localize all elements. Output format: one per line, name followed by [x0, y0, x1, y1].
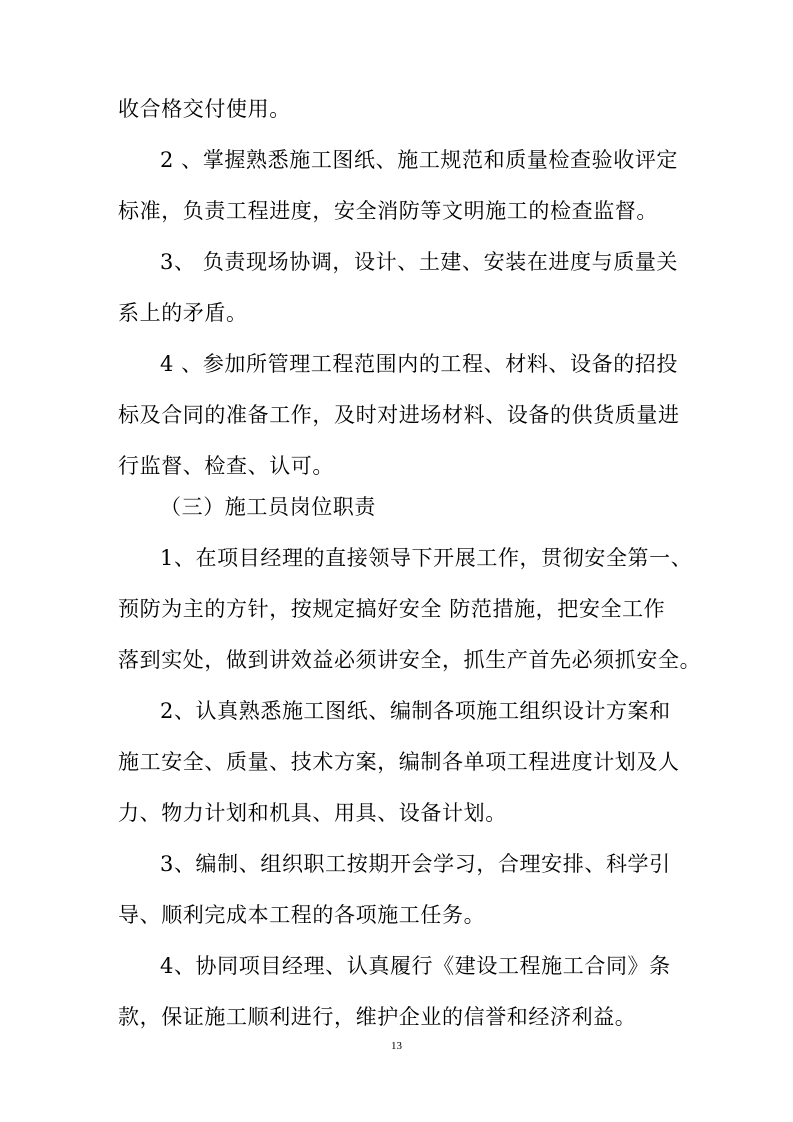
text-line: 3、 负责现场协调，设计、土建、安装在进度与质量关	[160, 250, 679, 274]
text-line: 标及合同的准备工作，及时对进场材料、设备的供货质量进	[118, 403, 680, 427]
text-line: 系上的矛盾。	[118, 301, 248, 325]
text-line: 施工安全、质量、技术方案，编制各单项工程进度计划及人	[118, 750, 680, 774]
text-line: 2 、掌握熟悉施工图纸、施工规范和质量检查验收评定	[160, 148, 679, 172]
text-line: 收合格交付使用。	[118, 97, 291, 121]
text-line: 力、物力计划和机具、用具、设备计划。	[118, 801, 507, 825]
text-line: 落到实处，做到讲效益必须讲安全，抓生产首先必须抓安全。	[118, 648, 702, 672]
text-line: 行监督、检查、认可。	[118, 454, 334, 478]
text-line: 导、顺利完成本工程的各项施工任务。	[118, 903, 486, 927]
text-line: 4、协同项目经理、认真履行《建设工程施工合同》条	[160, 954, 671, 978]
text-line: 2、认真熟悉施工图纸、编制各项施工组织设计方案和	[160, 699, 671, 723]
page-number: 13	[391, 1040, 402, 1052]
text-line: 4 、参加所管理工程范围内的工程、材料、设备的招投	[160, 352, 679, 376]
section-heading: （三）施工员岗位职责	[160, 495, 376, 519]
text-line: 预防为主的方针，按规定搞好安全 防范措施，把安全工作	[118, 597, 666, 621]
text-line: 1、在项目经理的直接领导下开展工作，贯彻安全第一、	[160, 546, 693, 570]
text-line: 标准，负责工程进度，安全消防等文明施工的检查监督。	[118, 199, 658, 223]
text-line: 3、编制、组织职工按期开会学习，合理安排、科学引	[160, 852, 671, 876]
text-line: 款，保证施工顺利进行，维护企业的信誉和经济利益。	[118, 1005, 637, 1029]
